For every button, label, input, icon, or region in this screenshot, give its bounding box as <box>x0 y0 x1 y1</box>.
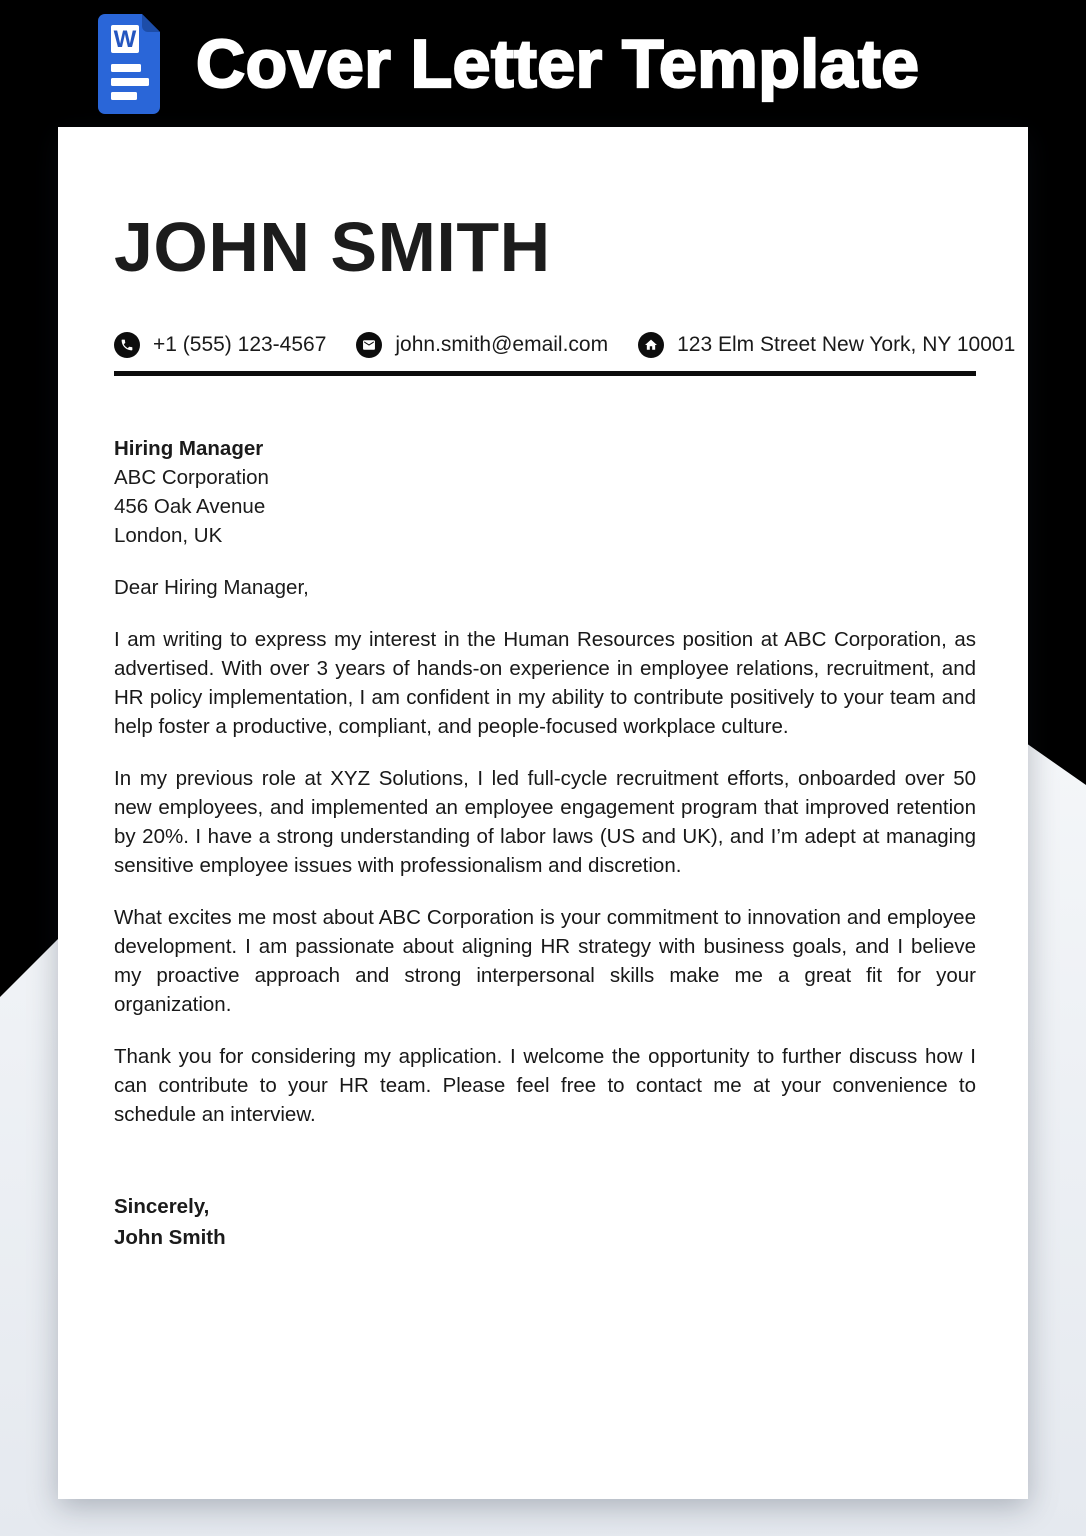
phone-number: +1 (555) 123-4567 <box>153 333 327 356</box>
contact-phone <box>114 332 326 358</box>
recipient-city: London, UK <box>114 524 223 547</box>
applicant-name: JOHN SMITH <box>114 208 551 286</box>
document-page <box>58 127 1028 1499</box>
phone-icon <box>114 332 140 358</box>
body-paragraph-4: Thank you for considering my application. I welcome the opportunity to further discuss how I can contribute to your HR team. Please feel free to contact me at your convenience to schedule an interview. <box>114 1045 976 1126</box>
body-paragraph-2: In my previous role at XYZ Solutions, I led full-cycle recruitment efforts, onboarded over 50 new employees, and implemented an employee engagement program that improved retention by 20%. I have a strong understanding of labor laws (US and UK), and I’m adept at managing sensitive employee issues with professionalism and discretion. <box>114 767 976 877</box>
word-document-icon <box>98 14 160 114</box>
closing-block <box>114 1191 976 1253</box>
email-address: john.smith@email.com <box>395 333 609 356</box>
recipient-block <box>114 434 976 550</box>
recipient-name: Hiring Manager <box>114 437 264 460</box>
body-paragraph-1: I am writing to express my interest in the Human Resources position at ABC Corporation, as advertised. With over 3 years of hands-on experience in employee relations, recruitment, and HR policy implementation, I am confident in my ability to contribute positively to your team and help foster a productive, compliant, and people-focused workplace culture. <box>114 628 976 738</box>
body-paragraph-3: What excites me most about ABC Corporation is your commitment to innovation and employee development. I am passionate about aligning HR strategy with business goals, and I believe my proactive approach and strong interpersonal skills make me a great fit for your organization. <box>114 906 976 1016</box>
svg-text:W: W <box>113 25 137 53</box>
recipient-company: ABC Corporation <box>114 466 269 489</box>
recipient-street: 456 Oak Avenue <box>114 495 266 518</box>
banner <box>0 0 1086 127</box>
signature: John Smith <box>114 1226 226 1249</box>
contact-email <box>356 332 608 358</box>
valediction: Sincerely, <box>114 1195 210 1218</box>
banner-title: Cover Letter Template <box>196 25 920 102</box>
envelope-icon <box>356 332 382 358</box>
salutation: Dear Hiring Manager, <box>114 576 309 599</box>
home-icon <box>638 332 664 358</box>
header-divider <box>114 371 976 376</box>
contact-address <box>638 332 1015 358</box>
contact-row <box>114 332 1016 358</box>
street-address: 123 Elm Street New York, NY 10001 <box>677 333 1016 356</box>
